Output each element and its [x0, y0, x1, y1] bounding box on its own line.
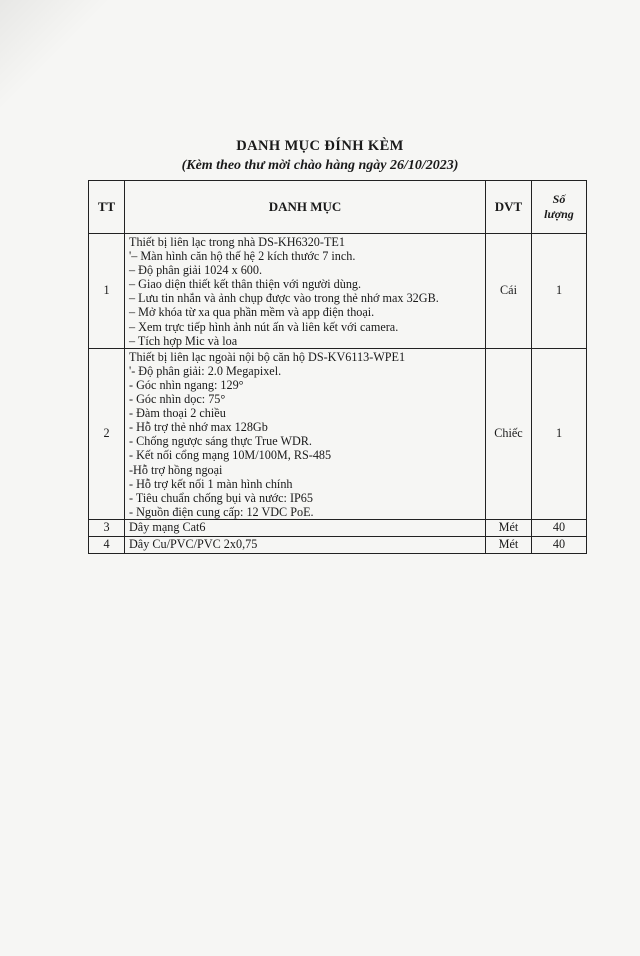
description-line: - Góc nhìn dọc: 75°: [129, 392, 226, 407]
row-so-luong: 1: [532, 348, 587, 519]
table-row: [89, 234, 587, 349]
description-line: Thiết bị liên lạc trong nhà DS-KH6320-TE1: [129, 235, 345, 249]
description-line: '– Màn hình căn hộ thế hệ 2 kích thước 7 inch.: [129, 249, 356, 264]
row-dvt: Chiếc: [486, 348, 532, 519]
table-row: [89, 519, 587, 536]
description-line: Dây Cu/PVC/PVC 2x0,75: [129, 536, 258, 551]
row-tt: 1: [89, 234, 125, 349]
row-tt: 2: [89, 348, 125, 519]
row-dvt: Mét: [486, 519, 532, 536]
description-line: - Hỗ trợ thẻ nhớ max 128Gb: [129, 420, 268, 435]
header-dvt: DVT: [486, 181, 532, 234]
description-line: '- Độ phân giải: 2.0 Megapixel.: [129, 363, 282, 378]
description-line: - Chống ngược sáng thực True WDR.: [129, 434, 312, 449]
row-dvt: Mét: [486, 536, 532, 553]
row-so-luong: 40: [532, 536, 587, 553]
description-line: - Góc nhìn ngang: 129°: [129, 377, 244, 392]
description-line: – Xem trực tiếp hình ảnh nút ấn và liên kết với camera.: [129, 319, 399, 334]
header-tt: TT: [89, 181, 125, 234]
header-so-luong: [532, 181, 587, 234]
row-description: [125, 519, 486, 536]
row-description: [125, 234, 486, 349]
header-so-luong-line-1: Số: [552, 192, 566, 206]
row-description: [125, 536, 486, 553]
description-line: – Giao diện thiết kết thân thiện với người dùng.: [129, 277, 362, 292]
paper-fold-shadow: [0, 0, 160, 120]
document-subtitle: (Kèm theo thư mời chào hàng ngày 26/10/2023): [181, 158, 459, 173]
header-so-luong-line-2: lượng: [544, 207, 574, 221]
description-line: - Nguồn điện cung cấp: 12 VDC PoE.: [129, 504, 314, 519]
table-row: [89, 348, 587, 519]
description-line: – Mở khóa từ xa qua phần mềm và app điện thoại.: [129, 305, 375, 320]
row-so-luong: 1: [532, 234, 587, 349]
table-row: [89, 536, 587, 553]
attachment-table: [88, 180, 587, 554]
description-line: - Đàm thoại 2 chiều: [129, 406, 226, 421]
table-header-row: [89, 181, 587, 234]
header-danh-muc: DANH MỤC: [125, 181, 486, 234]
description-line: – Tích hợp Mic và loa: [129, 333, 238, 348]
description-line: Thiết bị liên lạc ngoài nội bộ căn hộ DS-KV6113-WPE1: [129, 349, 406, 364]
description-line: – Độ phân giải 1024 x 600.: [129, 263, 263, 278]
row-description: [125, 348, 486, 519]
description-line: -Hỗ trợ hồng ngoại: [129, 462, 223, 477]
description-line: - Kết nối cổng mạng 10M/100M, RS-485: [129, 448, 332, 463]
description-line: – Lưu tin nhắn và ảnh chụp được vào trong thẻ nhớ max 32GB.: [129, 291, 439, 306]
row-tt: 4: [89, 536, 125, 553]
row-tt: 3: [89, 519, 125, 536]
row-dvt: Cái: [486, 234, 532, 349]
row-so-luong: 40: [532, 519, 587, 536]
document-title: DANH MỤC ĐÍNH KÈM: [236, 138, 404, 154]
description-line: - Tiêu chuẩn chống bụi và nước: IP65: [129, 490, 313, 505]
description-line: Dây mạng Cat6: [129, 519, 206, 534]
description-line: - Hỗ trợ kết nối 1 màn hình chính: [129, 476, 293, 491]
